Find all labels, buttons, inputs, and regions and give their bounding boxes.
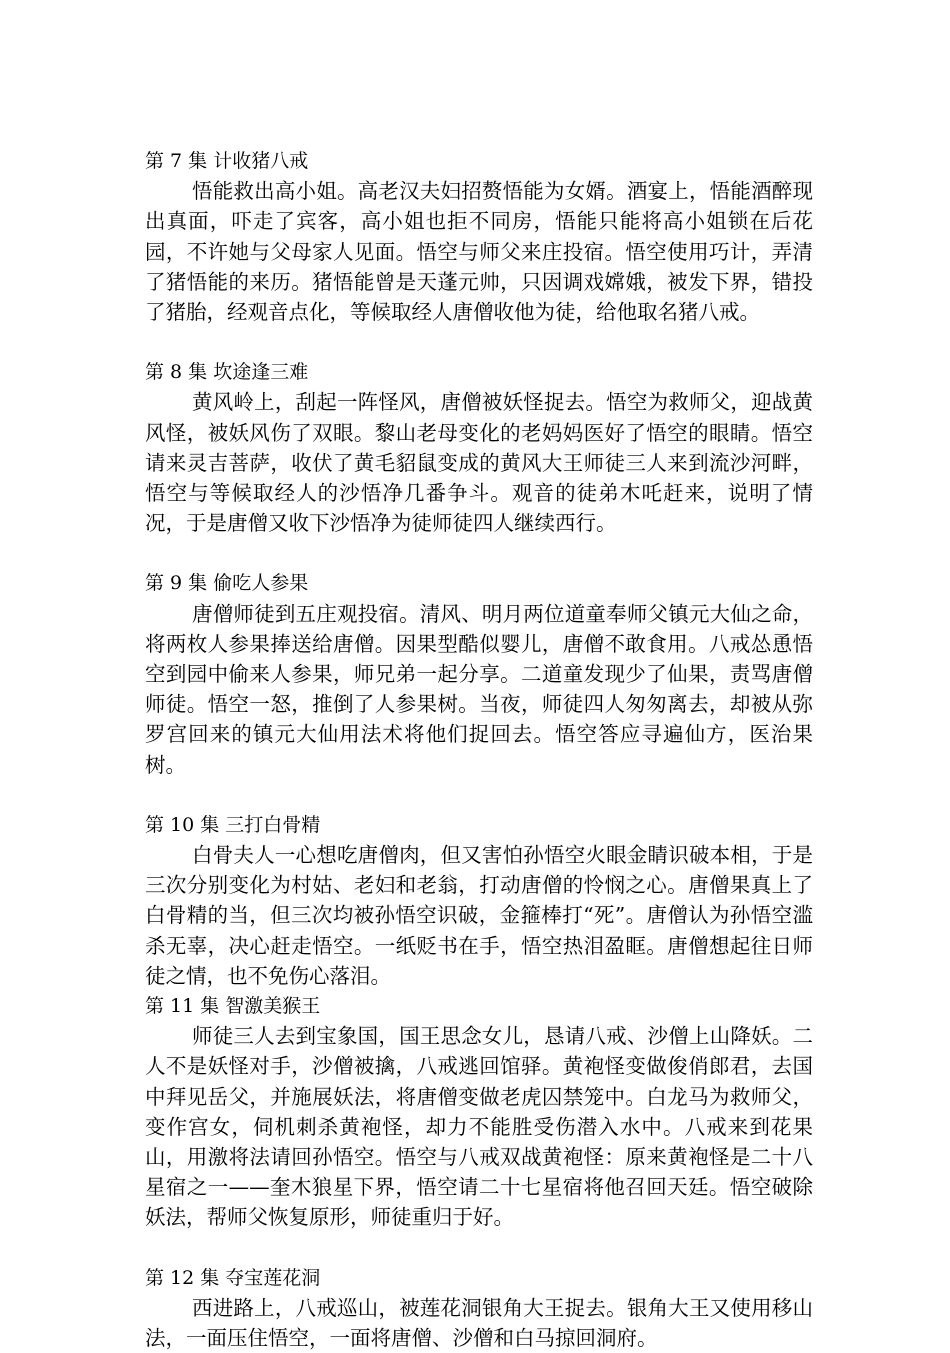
- document-page: [145, 146, 813, 1353]
- episode-12: [145, 1263, 813, 1353]
- episode-9: [145, 568, 813, 779]
- episode-title: 第 9 集 偷吃人参果: [145, 572, 309, 595]
- episode-7: [145, 146, 813, 327]
- episode-title: 第 11 集 智激美猴王: [145, 995, 321, 1018]
- episode-synopsis: 白骨夫人一心想吃唐僧肉，但又害怕孙悟空火眼金睛识破本相，于是三次分别变化为村姑、老妇和老翁，打动唐僧的怜悯之心。唐僧果真上了白骨精的当，但三次均被孙悟空识破，金箍棒打“死”。唐僧认为孙悟空滥杀无辜，决心赶走悟空。一纸贬书在手，悟空热泪盈眶。唐僧想起往日师徒之情，也不免伤心落泪。: [145, 843, 813, 988]
- episode-11: [145, 991, 813, 1233]
- episode-synopsis: 师徒三人去到宝象国，国王思念女儿，恳请八戒、沙僧上山降妖。二人不是妖怪对手，沙僧被擒，八戒逃回馆驿。黄袍怪变做俊俏郎君，去国中拜见岳父，并施展妖法，将唐僧变做老虎囚禁笼中。白龙马为救师父，变作宫女，伺机刺杀黄袍怪，却力不能胜受伤潜入水中。八戒来到花果山，用激将法请回孙悟空。悟空与八戒双战黄袍怪：原来黄袍怪是二十八星宿之一——奎木狼星下界，悟空请二十七星宿将他召回天廷。悟空破除妖法，帮师父恢复原形，师徒重归于好。: [145, 1024, 813, 1230]
- episode-8: [145, 357, 813, 538]
- episode-synopsis: 西进路上，八戒巡山，被莲花洞银角大王捉去。银角大王又使用移山法，一面压住悟空，一面将唐僧、沙僧和白马掠回洞府。: [145, 1295, 813, 1351]
- episode-title: 第 10 集 三打白骨精: [145, 813, 321, 836]
- episode-title: 第 8 集 坎途逢三难: [145, 361, 309, 384]
- episode-synopsis: 唐僧师徒到五庄观投宿。清风、明月两位道童奉师父镇元大仙之命，将两枚人参果捧送给唐僧。因果型酷似婴儿，唐僧不敢食用。八戒怂恿悟空到园中偷来人参果，师兄弟一起分享。二道童发现少了仙果，责骂唐僧师徒。悟空一怒，推倒了人参果树。当夜，师徒四人匆匆离去，却被从弥罗宫回来的镇元大仙用法术将他们捉回去。悟空答应寻遍仙方，医治果树。: [145, 601, 813, 777]
- episode-title: 第 7 集 计收猪八戒: [145, 150, 309, 172]
- episode-10: [145, 810, 813, 991]
- episode-title: 第 12 集 夺宝莲花洞: [145, 1266, 321, 1289]
- episode-synopsis: 悟能救出高小姐。高老汉夫妇招赘悟能为女婿。酒宴上，悟能酒醉现出真面，吓走了宾客，高小姐也拒不同房，悟能只能将高小姐锁在后花园，不许她与父母家人见面。悟空与师父来庄投宿。悟空使用巧计，弄清了猪悟能的来历。猪悟能曾是天蓬元帅，只因调戏嫦娥，被发下界，错投了猪胎，经观音点化，等候取经人唐僧收他为徒，给他取名猪八戒。: [145, 179, 813, 324]
- episode-synopsis: 黄风岭上，刮起一阵怪风，唐僧被妖怪捉去。悟空为救师父，迎战黄风怪，被妖风伤了双眼。黎山老母变化的老妈妈医好了悟空的眼睛。悟空请来灵吉菩萨，收伏了黄毛貂鼠变成的黄风大王师徒三人来到流沙河畔，悟空与等候取经人的沙悟净几番争斗。观音的徒弟木吒赶来，说明了情况，于是唐僧又收下沙悟净为徒师徒四人继续西行。: [145, 390, 813, 536]
